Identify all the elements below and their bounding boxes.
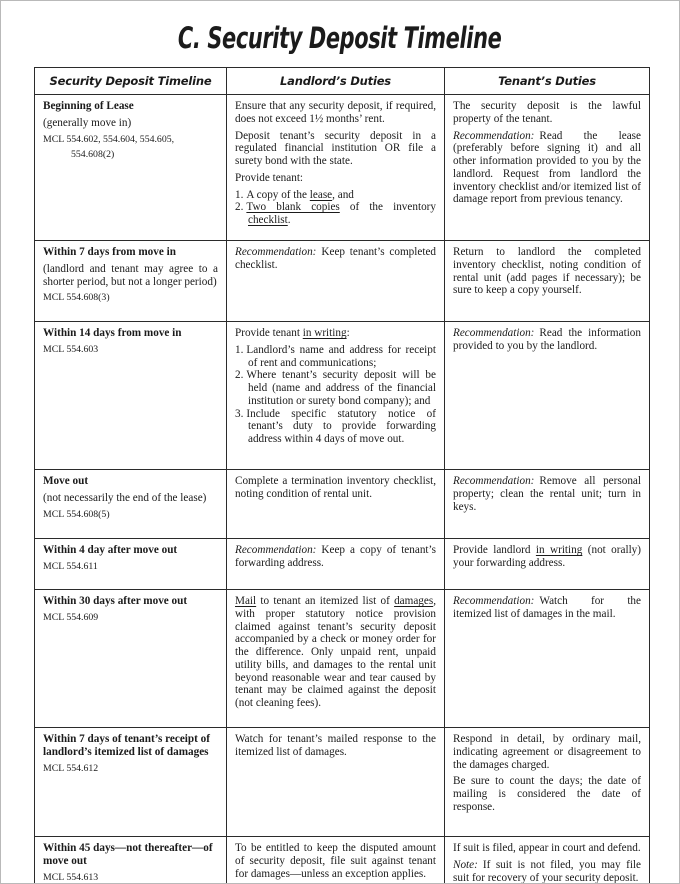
r7-tenant-cell bbox=[445, 728, 650, 837]
r8-tenant-cell bbox=[445, 837, 650, 884]
r6-tenant-para-1 bbox=[453, 595, 641, 621]
r8-tenant-para-2 bbox=[453, 859, 641, 884]
r1-tenant-recommendation-text: Read the lease (preferably before signing it) and all other information provided to you by the landlord. Request from landlord the inventory checklist and/or itemized list of damage report from previous tenancy. bbox=[453, 129, 641, 206]
r7-tenant-para-2: Be sure to count the days; the date of mailing is considered the date of response. bbox=[453, 775, 641, 813]
r1-tenant-para-1: The security deposit is the lawful property of the tenant. bbox=[453, 100, 641, 125]
r3-tenant-recommendation-text: Read the information provided to you by the landlord. bbox=[453, 327, 641, 352]
r1-landlord-list-item-2 bbox=[235, 201, 436, 227]
r8-tenant-para-1: If suit is filed, appear in court and defend. bbox=[453, 842, 641, 854]
r5-timeline-heading: Within 4 day after move out bbox=[43, 544, 178, 556]
r6-timeline-cell bbox=[35, 590, 227, 728]
r4-tenant-para-1 bbox=[453, 475, 641, 513]
r8-timeline-heading: Within 45 days—not thereafter—of move out bbox=[43, 842, 213, 867]
r6-landlord-para-1 bbox=[235, 595, 436, 710]
r7-landlord-cell bbox=[227, 728, 445, 837]
r5-tenant-cell bbox=[445, 539, 650, 590]
table-body bbox=[35, 95, 650, 884]
table-header bbox=[35, 68, 650, 95]
r2-tenant-cell bbox=[445, 241, 650, 322]
r6-timeline-heading: Within 30 days after move out bbox=[43, 595, 188, 607]
r3-landlord-para-1 bbox=[235, 327, 436, 340]
r2-timeline-subtext: (landlord and tenant may agree to a shorter period, but not a longer period) bbox=[43, 262, 218, 288]
col-header-timeline: Security Deposit Timeline bbox=[35, 68, 227, 95]
r3-landlord-p1-text: Provide tenant bbox=[235, 327, 303, 339]
r3-landlord-list-item-1 bbox=[235, 344, 436, 370]
row-move-out bbox=[35, 470, 650, 539]
r1-tenant-recommendation-label: Recommendation: bbox=[453, 129, 535, 142]
r2-landlord-recommendation-text: Keep tenant’s completed checklist. bbox=[235, 246, 436, 271]
r6-tenant-recommendation-text: Watch for the itemized list of damages in the mail. bbox=[453, 595, 641, 620]
r8-landlord-cell bbox=[227, 837, 445, 884]
r6-timeline-citation: MCL 554.609 bbox=[43, 611, 99, 623]
r2-timeline-citation: MCL 554.608(3) bbox=[43, 292, 110, 304]
r7-timeline-cell bbox=[35, 728, 227, 837]
r1-landlord-para-1: Ensure that any security deposit, if required, does not exceed 1½ months’ rent. bbox=[235, 100, 436, 125]
r6-landlord-cell bbox=[227, 590, 445, 728]
r5-timeline-citation: MCL 554.611 bbox=[43, 560, 98, 572]
r1-timeline-subtext: (generally move in) bbox=[43, 116, 132, 129]
r3-tenant-para-1 bbox=[453, 327, 641, 353]
r4-timeline-citation: MCL 554.608(5) bbox=[43, 508, 110, 520]
r5-landlord-recommendation-text: Keep a copy of tenant’s forwarding address. bbox=[235, 544, 436, 569]
r6-landlord-p1-underlined-mail: Mail bbox=[235, 595, 257, 607]
r1-timeline-citation: MCL 554.602, 554.604, 554.605, bbox=[43, 133, 175, 145]
r3-tenant-cell bbox=[445, 322, 650, 470]
r6-landlord-p1-text: to tenant an itemized list of bbox=[256, 595, 395, 607]
r7-timeline-citation: MCL 554.612 bbox=[43, 762, 99, 774]
r3-landlord-p1-text-end: : bbox=[346, 327, 350, 339]
r5-tenant-para-1 bbox=[453, 544, 641, 570]
r1-landlord-li2-underlined-copies: Two blank copies bbox=[246, 201, 340, 214]
row-within-14-days-from-move-in bbox=[35, 322, 650, 470]
r3-landlord-li2-text: Where tenant’s security deposit will be held (name and address of the financial institution or surety bond company); and bbox=[246, 369, 436, 407]
r1-landlord-li2-text-end: . bbox=[287, 214, 291, 227]
r6-tenant-recommendation-label: Recommendation: bbox=[453, 595, 535, 607]
r3-timeline-cell bbox=[35, 322, 227, 470]
r5-landlord-recommendation-label: Recommendation: bbox=[235, 544, 317, 556]
r7-tenant-para-1: Respond in detail, by ordinary mail, indicating agreement or disagreement to the damages charged. bbox=[453, 733, 641, 771]
r1-landlord-li2-underlined-checklist: checklist bbox=[248, 214, 288, 227]
r8-timeline-cell bbox=[35, 837, 227, 884]
r1-landlord-li1-number: 1. bbox=[235, 188, 244, 201]
r1-landlord-li2-text: of the inventory bbox=[339, 201, 436, 214]
r1-timeline-heading: Beginning of Lease bbox=[43, 100, 134, 112]
r2-timeline-heading: Within 7 days from move in bbox=[43, 246, 176, 258]
r4-timeline-heading: Move out bbox=[43, 475, 89, 487]
r5-tenant-p1-text-end: (not orally) your forwarding address. bbox=[453, 544, 641, 569]
security-deposit-table bbox=[34, 67, 650, 884]
r2-landlord-para-1 bbox=[235, 246, 436, 272]
r2-landlord-cell bbox=[227, 241, 445, 322]
r1-landlord-para-3: Provide tenant: bbox=[235, 171, 304, 184]
row-within-7-days-from-move-in bbox=[35, 241, 650, 322]
r7-landlord-para-1: Watch for tenant’s mailed response to the itemized list of damages. bbox=[235, 733, 436, 758]
r4-timeline-subtext: (not necessarily the end of the lease) bbox=[43, 491, 207, 504]
r1-landlord-li1-text-end: , and bbox=[332, 188, 354, 201]
r5-landlord-para-1 bbox=[235, 544, 436, 570]
r1-landlord-li2-number: 2. bbox=[235, 201, 244, 214]
r1-landlord-list-item-1 bbox=[235, 189, 436, 202]
r3-landlord-cell bbox=[227, 322, 445, 470]
r3-landlord-li2-number: 2. bbox=[235, 369, 244, 382]
r1-landlord-li1-text: A copy of the bbox=[246, 188, 310, 201]
r4-tenant-cell bbox=[445, 470, 650, 539]
r4-landlord-para-1: Complete a termination inventory checklist, noting condition of rental unit. bbox=[235, 475, 436, 500]
page-title-text: C. Security Deposit Timeline bbox=[178, 21, 502, 55]
r4-timeline-cell bbox=[35, 470, 227, 539]
row-within-45-days-of-move-out bbox=[35, 837, 650, 884]
r3-landlord-li1-text: Landlord’s name and address for receipt of rent and communications; bbox=[246, 343, 436, 369]
r3-landlord-p1-underlined-in-writing: in writing bbox=[302, 327, 347, 339]
r3-timeline-heading: Within 14 days from move in bbox=[43, 327, 182, 339]
r5-tenant-p1-underlined-in-writing: in writing bbox=[535, 544, 583, 556]
row-within-30-days-after-move-out bbox=[35, 590, 650, 728]
r2-landlord-recommendation-label: Recommendation: bbox=[235, 246, 317, 258]
r3-landlord-list-item-2 bbox=[235, 369, 436, 407]
row-within-7-days-of-receipt-of-itemized-list bbox=[35, 728, 650, 837]
r3-landlord-li3-text: Include specific statutory notice of tenant’s duty to provide forwarding address within 4 days of move out. bbox=[246, 407, 436, 446]
col-header-landlord-duties: Landlord’s Duties bbox=[227, 68, 445, 95]
r3-tenant-recommendation-label: Recommendation: bbox=[453, 327, 535, 339]
row-within-4-day-after-move-out bbox=[35, 539, 650, 590]
r8-landlord-para-1: To be entitled to keep the disputed amount of security deposit, file suit against tenant for damages—unless an exception applies. bbox=[235, 842, 436, 880]
r5-tenant-p1-text: Provide landlord bbox=[453, 544, 536, 556]
r1-timeline-citation-2: 554.608(2) bbox=[71, 148, 115, 160]
r1-timeline-cell bbox=[35, 95, 227, 241]
r1-tenant-cell bbox=[445, 95, 650, 241]
r7-timeline-heading: Within 7 days of tenant’s receipt of landlord’s itemized list of damages bbox=[43, 733, 210, 758]
r8-tenant-note-label: Note: bbox=[453, 858, 478, 871]
row-beginning-of-lease bbox=[35, 95, 650, 241]
r6-tenant-cell bbox=[445, 590, 650, 728]
r6-landlord-p1-text-end: , with proper statutory notice provision claimed against tenant’s security deposit accompanied by a check or money order for the difference. Only unpaid rent, unpaid utility bills, and damages to the rental unit beyond reasonable wear and tear caused by tenant may be claimed against the deposit (not cleaning fees). bbox=[235, 595, 436, 710]
r1-landlord-li1-underlined-lease: lease bbox=[309, 188, 333, 201]
r4-tenant-recommendation-label: Recommendation: bbox=[453, 475, 535, 487]
page-title bbox=[1, 21, 679, 55]
r3-landlord-li3-number: 3. bbox=[235, 407, 244, 420]
col-header-tenant-duties: Tenant’s Duties bbox=[445, 68, 650, 95]
r5-timeline-cell bbox=[35, 539, 227, 590]
r6-landlord-p1-underlined-damages: damages bbox=[394, 595, 434, 607]
r1-tenant-para-2 bbox=[453, 130, 641, 207]
r1-landlord-cell bbox=[227, 95, 445, 241]
r3-timeline-citation: MCL 554.603 bbox=[43, 343, 99, 355]
r1-landlord-para-2: Deposit tenant’s security deposit in a regulated financial institution OR file a surety bond with the state. bbox=[235, 129, 436, 168]
r3-landlord-li1-number: 1. bbox=[235, 343, 244, 356]
r4-landlord-cell bbox=[227, 470, 445, 539]
table-header-row bbox=[35, 68, 650, 95]
r3-landlord-list-item-3 bbox=[235, 408, 436, 446]
r2-timeline-cell bbox=[35, 241, 227, 322]
r5-landlord-cell bbox=[227, 539, 445, 590]
r8-tenant-note-text: If suit is not filed, you may file suit for recovery of your security deposit. bbox=[453, 858, 641, 884]
r4-tenant-recommendation-text: Remove all personal property; clean the rental unit; turn in keys. bbox=[453, 475, 641, 513]
r2-tenant-para-1: Return to landlord the completed inventory checklist, noting condition of rental unit (add pages if necessary); be sure to keep a copy yourself. bbox=[453, 246, 641, 297]
r8-timeline-citation: MCL 554.613 bbox=[43, 871, 99, 883]
